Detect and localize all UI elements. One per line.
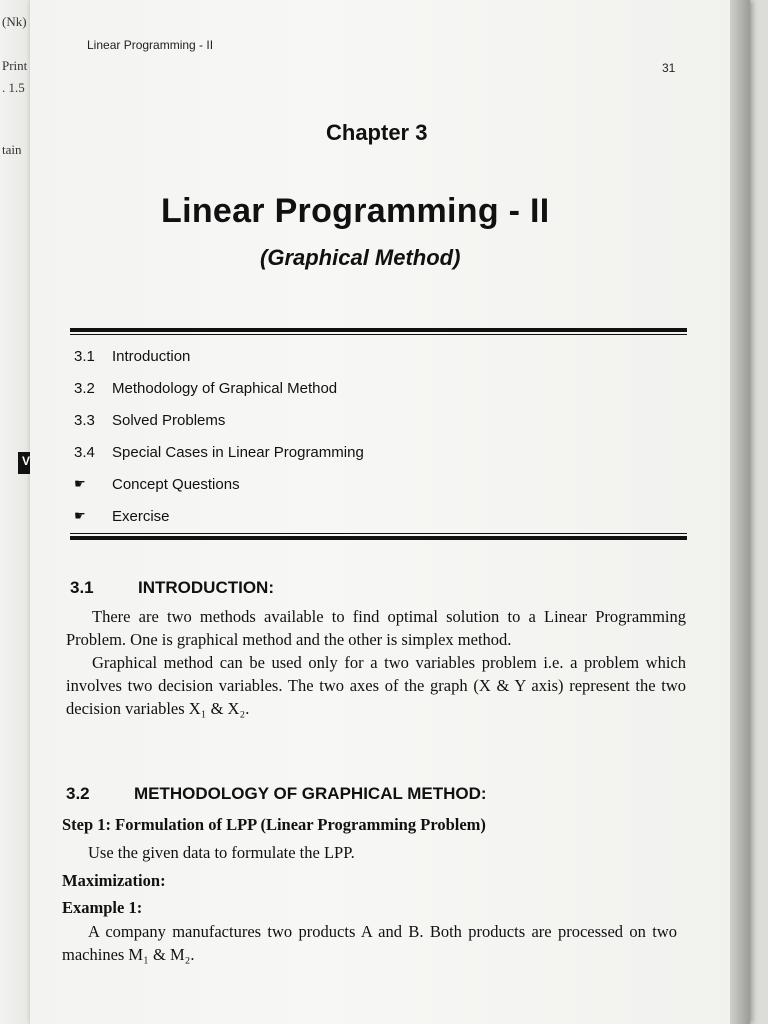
toc-label: Concept Questions: [112, 475, 240, 493]
margin-fragment: tain: [2, 142, 22, 157]
maximization-label: Maximization:: [62, 871, 166, 890]
toc-number: 3.4: [74, 443, 95, 461]
section-number: 3.1: [70, 578, 94, 597]
pointing-hand-icon: ☛: [74, 476, 86, 491]
page-number: 31: [662, 61, 676, 75]
toc-number: 3.3: [74, 411, 95, 429]
example-label: Example 1:: [62, 898, 143, 917]
book-page: [30, 0, 750, 1024]
toc-item: [74, 436, 364, 468]
example-paragraph: [62, 920, 677, 966]
toc-bottom-rule-thin: [70, 533, 687, 534]
margin-fragment: (Nk): [2, 14, 27, 29]
running-head: Linear Programming - II: [87, 38, 214, 52]
intro-paragraphs: [66, 605, 686, 720]
toc-top-rule: [70, 328, 687, 332]
paragraph: Graphical method can be used only for a two variables problem i.e. a problem which involves two decision variables. The two axes of the graph (X & Y axis) represent the two decision variables X₁ & X₂.: [66, 653, 686, 718]
toc-item: [74, 340, 364, 372]
toc-number: 3.2: [74, 379, 95, 397]
paragraph: There are two methods available to find optimal solution to a Linear Programming Problem. One is graphical method and the other is simplex method.: [66, 607, 686, 649]
step-text: Use the given data to formulate the LPP.: [88, 843, 355, 862]
section-heading-methodology: [66, 784, 487, 804]
pointing-hand-icon: ☛: [74, 508, 86, 523]
chapter-title: Linear Programming - II: [161, 192, 550, 230]
margin-fragment: . 1.5: [2, 80, 25, 95]
page-edge: [730, 0, 750, 1024]
toc-item: [74, 404, 364, 436]
chapter-label: Chapter 3: [326, 120, 428, 145]
table-of-contents: [74, 340, 364, 532]
previous-page-strip: [0, 0, 34, 1024]
toc-item: [74, 468, 364, 500]
toc-label: Exercise: [112, 507, 170, 525]
toc-item: [74, 500, 364, 532]
toc-item: [74, 372, 364, 404]
toc-label: Methodology of Graphical Method: [112, 379, 338, 397]
section-heading-intro: [70, 578, 274, 598]
toc-label: Solved Problems: [112, 411, 226, 429]
section-number: 3.2: [66, 784, 90, 803]
toc-number: 3.1: [74, 347, 95, 365]
paragraph: A company manufactures two products A and B. Both products are processed on two machines M₁ & M₂.: [62, 922, 677, 964]
section-title: METHODOLOGY OF GRAPHICAL METHOD:: [134, 784, 487, 803]
toc-label: Special Cases in Linear Programming: [112, 443, 364, 461]
step-heading: Step 1: Formulation of LPP (Linear Programming Problem): [62, 815, 486, 834]
chapter-subtitle: (Graphical Method): [260, 245, 461, 270]
margin-fragment: Print: [2, 58, 28, 73]
toc-bottom-rule: [70, 536, 687, 540]
publisher-logo: V: [18, 452, 34, 474]
section-title: INTRODUCTION:: [138, 578, 274, 597]
toc-label: Introduction: [112, 347, 191, 365]
toc-top-rule-thin: [70, 334, 687, 335]
